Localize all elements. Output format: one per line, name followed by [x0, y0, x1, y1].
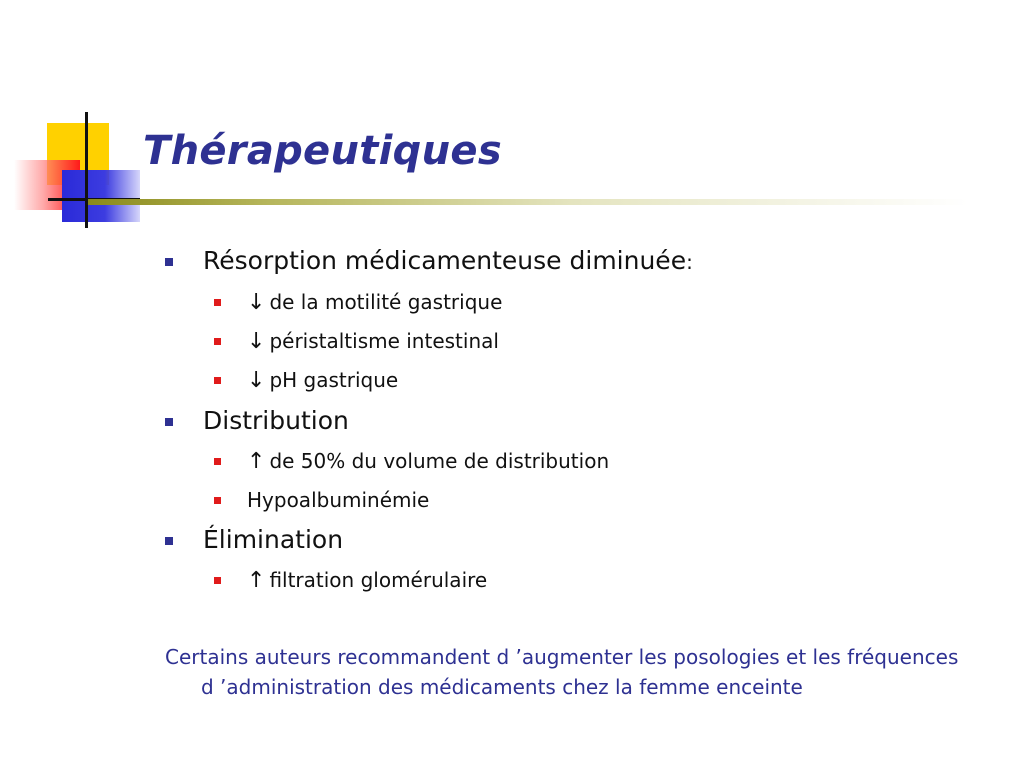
- square-bullet-icon: [214, 299, 221, 306]
- square-bullet-icon: [214, 458, 221, 465]
- square-bullet-icon: [214, 338, 221, 345]
- section-label: Distribution: [203, 406, 349, 435]
- section-label: Résorption médicamenteuse diminuée: [203, 246, 687, 275]
- square-bullet-icon: [165, 418, 173, 426]
- list-item-text: de 50% du volume de distribution: [269, 449, 610, 473]
- section-resorption: [165, 244, 965, 279]
- square-bullet-icon: [214, 577, 221, 584]
- list-item-text: de la motilité gastrique: [269, 290, 503, 314]
- section-label-suffix: :: [686, 250, 693, 274]
- arrow-down-icon: ↓: [247, 368, 266, 393]
- decor-blue-gradient-block: [62, 170, 140, 222]
- slide-content: [165, 244, 965, 600]
- square-bullet-icon: [214, 377, 221, 384]
- square-bullet-icon: [214, 497, 221, 504]
- square-bullet-icon: [165, 537, 173, 545]
- decor-vertical-line: [85, 112, 88, 228]
- list-item-text: Hypoalbuminémie: [247, 488, 430, 512]
- list-item: [214, 322, 965, 361]
- section-distribution: [165, 404, 965, 438]
- square-bullet-icon: [165, 258, 173, 266]
- list-item: [214, 361, 965, 400]
- list-item-text: péristaltisme intestinal: [269, 329, 499, 353]
- arrow-down-icon: ↓: [247, 329, 266, 354]
- slide-title: Thérapeutiques: [143, 128, 502, 174]
- section-label: Élimination: [203, 525, 344, 554]
- list-item: [214, 481, 965, 519]
- list-item: [214, 283, 965, 322]
- title-underline-rule: [88, 199, 968, 205]
- arrow-up-icon: ↑: [247, 449, 266, 474]
- list-item-text: pH gastrique: [269, 368, 399, 392]
- list-item-text: filtration glomérulaire: [269, 568, 488, 592]
- list-item: [214, 561, 965, 600]
- slide-note: Certains auteurs recommandent d ’augmenter les posologies et les fréquences d ’administration des médicaments chez la femme enceinte: [165, 645, 959, 699]
- section-elimination: [165, 523, 965, 557]
- list-item: [214, 442, 965, 481]
- arrow-down-icon: ↓: [247, 290, 266, 315]
- arrow-up-icon: ↑: [247, 568, 266, 593]
